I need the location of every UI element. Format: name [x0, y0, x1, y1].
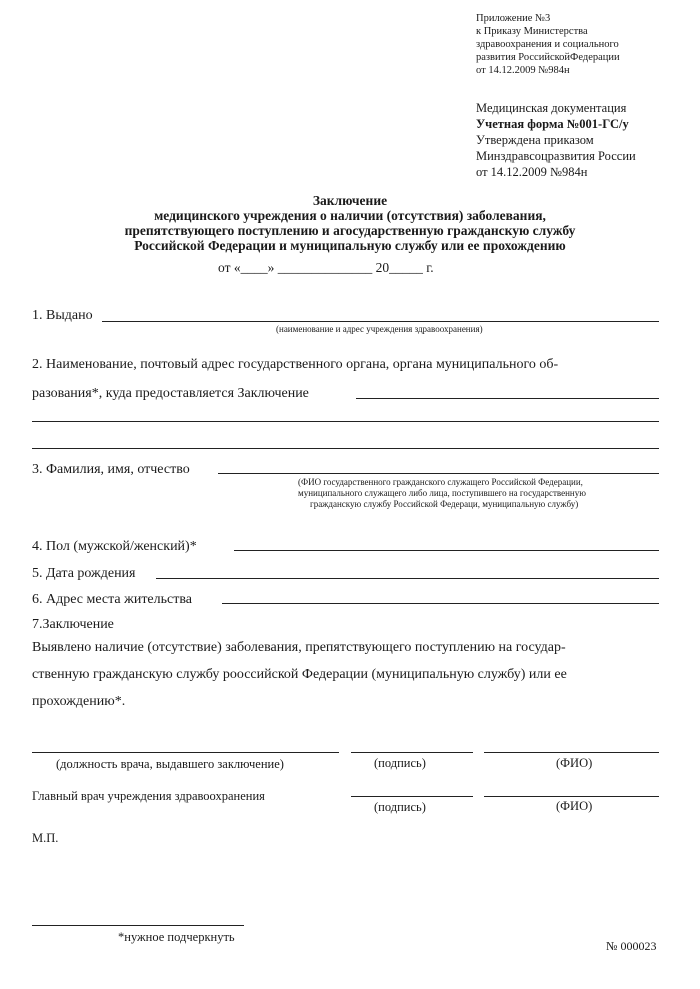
- appendix-line: здравоохранения и социального: [476, 39, 619, 50]
- chief-signature-caption: (подпись): [374, 800, 426, 814]
- title-line: Заключение: [312, 193, 388, 208]
- chief-fio-caption: (ФИО): [556, 799, 593, 813]
- fio-line[interactable]: [218, 473, 659, 474]
- doctor-position-caption: (должность врача, выдавшего заключение): [56, 757, 284, 771]
- appendix-line: от 14.12.2009 №984н: [476, 65, 570, 76]
- form-name: Учетная форма №001-ГС/у: [476, 117, 629, 131]
- medical-doc-block: [476, 100, 636, 180]
- title-line: Российской Федерации и муниципальную службу или ее прохождению: [134, 238, 566, 253]
- appendix-line: Приложение №3: [476, 13, 551, 24]
- footnote: *нужное подчеркнуть: [118, 930, 235, 944]
- gender-line[interactable]: [234, 550, 659, 551]
- date-line: от «____» ______________ 20_____ г.: [218, 260, 434, 275]
- doctor-fio-line[interactable]: [484, 752, 659, 753]
- appendix-line: развития РоссийскойФедерации: [476, 52, 620, 63]
- conclusion-label: 7.Заключение: [32, 617, 114, 632]
- title-line: препятствующего поступлению и агосударственную гражданскую службу: [124, 223, 576, 238]
- stamp-label: М.П.: [32, 831, 59, 845]
- org-line[interactable]: [356, 398, 659, 399]
- appendix-block: [476, 12, 620, 77]
- medical-doc-line: от 14.12.2009 №984н: [476, 165, 588, 179]
- doctor-signature-line[interactable]: [351, 752, 473, 753]
- org-label: 2. Наименование, почтовый адрес государственного органа, органа муниципального об-: [32, 357, 559, 372]
- birth-date-label: 5. Дата рождения: [32, 566, 136, 581]
- chief-doctor-label: Главный врач учреждения здравоохранения: [32, 789, 265, 803]
- birth-date-line[interactable]: [156, 578, 659, 579]
- address-line[interactable]: [222, 603, 659, 604]
- conclusion-text-line: ственную гражданскую службу рооссийской Федерации (муниципальную службу) или ее: [32, 667, 567, 682]
- serial-number: № 000023: [606, 939, 657, 953]
- title-line: медицинского учреждения о наличии (отсутствия) заболевания,: [154, 208, 546, 223]
- doctor-position-line[interactable]: [32, 752, 339, 753]
- appendix-line: к Приказу Министерства: [476, 26, 588, 37]
- gender-label: 4. Пол (мужской/женский)*: [32, 539, 197, 554]
- medical-doc-line: Медицинская документация: [476, 101, 627, 115]
- fio-caption: (ФИО): [556, 756, 593, 770]
- org-line[interactable]: [32, 448, 659, 449]
- org-line[interactable]: [32, 421, 659, 422]
- medical-doc-line: Минздравсоцразвития России: [476, 149, 636, 163]
- chief-signature-line[interactable]: [351, 796, 473, 797]
- issued-label: 1. Выдано: [32, 308, 93, 323]
- medical-doc-line: Утверждена приказом: [476, 133, 594, 147]
- document-title: [0, 193, 700, 253]
- issued-line[interactable]: [102, 321, 659, 322]
- address-label: 6. Адрес места жительства: [32, 592, 192, 607]
- org-label-cont: разования*, куда предоставляется Заключение: [32, 386, 309, 401]
- conclusion-text-line: прохождению*.: [32, 694, 126, 709]
- conclusion-text-line: Выявлено наличие (отсутствие) заболевания, препятствующего поступлению на государ-: [32, 640, 566, 655]
- issued-hint: (наименование и адрес учреждения здравоохранения): [276, 324, 483, 334]
- chief-fio-line[interactable]: [484, 796, 659, 797]
- fio-hint-line: (ФИО государственного гражданского служащего Российской Федерации,: [298, 477, 583, 487]
- fio-label: 3. Фамилия, имя, отчество: [32, 462, 190, 477]
- signature-caption: (подпись): [374, 756, 426, 770]
- fio-hint-line: гражданскую службу Российской Федераци, муниципальную службу): [310, 499, 579, 509]
- fio-hint-line: муниципального служащего либо лица, поступившего на государственную: [298, 488, 586, 498]
- footnote-divider: [32, 925, 244, 926]
